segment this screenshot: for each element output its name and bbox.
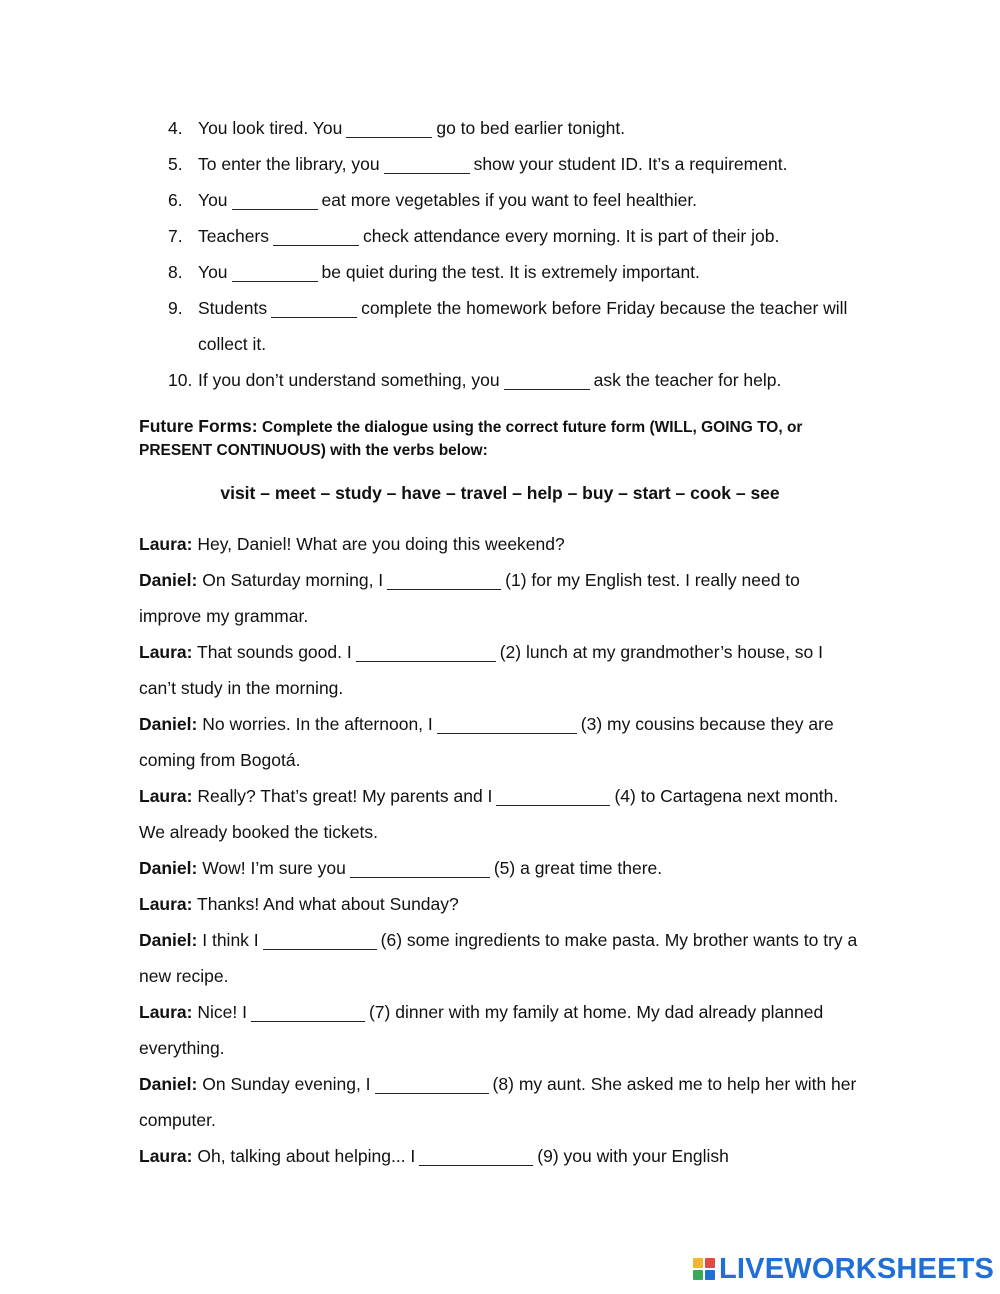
dialogue-line bbox=[139, 778, 864, 850]
dialogue-line bbox=[139, 634, 864, 706]
logo-text: LIVEWORKSHEETS bbox=[719, 1252, 995, 1285]
logo-block-red bbox=[705, 1258, 715, 1268]
item-text-before: You look tired. You bbox=[198, 118, 343, 138]
dialogue-text-after: lunch at my grandmother’s house, so I can’t study in the morning. bbox=[139, 642, 824, 698]
dialogue-text: Hey, Daniel! What are you doing this weekend? bbox=[197, 534, 565, 554]
blank-marker: (4) bbox=[614, 786, 636, 806]
blank-marker: (1) bbox=[505, 570, 527, 590]
future-forms-heading bbox=[139, 415, 869, 462]
dialogue-text-before: Nice! I bbox=[197, 1002, 247, 1022]
dialogue-text-before: I think I bbox=[202, 930, 259, 950]
exercise-item bbox=[168, 146, 868, 182]
blank-marker: (5) bbox=[493, 858, 516, 878]
item-text-before: You bbox=[198, 190, 228, 210]
blank-input-5[interactable] bbox=[350, 860, 490, 878]
dialogue-text-after: my cousins because they are coming from Bogotá. bbox=[139, 714, 834, 770]
dialogue bbox=[139, 526, 864, 1174]
dialogue-line bbox=[139, 850, 864, 886]
blank-marker: (6) bbox=[380, 930, 403, 950]
dialogue-line bbox=[139, 706, 864, 778]
section-title: Future Forms: bbox=[139, 416, 258, 436]
item-text-before: Students bbox=[198, 298, 268, 318]
answer-input[interactable] bbox=[346, 120, 432, 138]
item-text-after: check attendance every morning. It is part of their job. bbox=[363, 226, 780, 246]
dialogue-text-after: for my English test. I really need to improve my grammar. bbox=[139, 570, 800, 626]
dialogue-text-after: a great time there. bbox=[520, 858, 663, 878]
dialogue-line bbox=[139, 1138, 864, 1174]
item-number: 7. bbox=[168, 226, 183, 246]
blank-marker: (3) bbox=[580, 714, 603, 734]
blank-input-9[interactable] bbox=[419, 1148, 533, 1166]
dialogue-line bbox=[139, 994, 864, 1066]
blank-marker: (7) bbox=[368, 1002, 391, 1022]
dialogue-text-before: On Sunday evening, I bbox=[202, 1074, 371, 1094]
dialogue-line bbox=[139, 526, 864, 562]
item-text-after: complete the homework before Friday because the teacher will collect it. bbox=[198, 298, 848, 354]
section-instruction: Complete the dialogue using the correct future form (WILL, GOING TO, or PRESENT CONTINUOUS) with the verbs below: bbox=[139, 419, 803, 459]
speaker-name: Laura: bbox=[139, 534, 193, 554]
answer-input[interactable] bbox=[232, 192, 318, 210]
speaker-name: Laura: bbox=[139, 642, 193, 662]
item-text-before: If you don’t understand something, you bbox=[198, 370, 500, 390]
speaker-name: Laura: bbox=[139, 1002, 193, 1022]
speaker-name: Laura: bbox=[139, 786, 193, 806]
dialogue-text-before: Wow! I’m sure you bbox=[202, 858, 346, 878]
speaker-name: Daniel: bbox=[139, 1074, 198, 1094]
answer-input[interactable] bbox=[504, 372, 590, 390]
dialogue-line bbox=[139, 1066, 864, 1138]
blank-input-8[interactable] bbox=[375, 1076, 489, 1094]
blank-input-6[interactable] bbox=[263, 932, 377, 950]
item-text-after: be quiet during the test. It is extremely important. bbox=[321, 262, 700, 282]
item-text-after: show your student ID. It’s a requirement. bbox=[473, 154, 788, 174]
dialogue-text-after: to Cartagena next month. We already booked the tickets. bbox=[139, 786, 839, 842]
blank-marker: (9) bbox=[537, 1146, 559, 1166]
answer-input[interactable] bbox=[273, 228, 359, 246]
dialogue-text-before: That sounds good. I bbox=[197, 642, 352, 662]
exercise-item bbox=[168, 254, 868, 290]
logo-block-green bbox=[693, 1270, 703, 1280]
item-number: 9. bbox=[168, 298, 183, 318]
dialogue-line bbox=[139, 562, 864, 634]
exercise-item bbox=[168, 182, 868, 218]
speaker-name: Daniel: bbox=[139, 858, 198, 878]
blank-marker: (2) bbox=[499, 642, 522, 662]
item-number: 4. bbox=[168, 118, 183, 138]
item-text-after: ask the teacher for help. bbox=[593, 370, 782, 390]
exercise-item bbox=[168, 110, 868, 146]
exercise-item bbox=[168, 290, 868, 362]
logo-blocks-icon bbox=[693, 1258, 715, 1280]
item-text-after: eat more vegetables if you want to feel healthier. bbox=[321, 190, 698, 210]
blank-marker: (8) bbox=[492, 1074, 514, 1094]
liveworksheets-logo bbox=[693, 1253, 994, 1285]
answer-input[interactable] bbox=[384, 156, 470, 174]
dialogue-text-before: Oh, talking about helping... I bbox=[197, 1146, 416, 1166]
item-text-after: go to bed earlier tonight. bbox=[436, 118, 626, 138]
dialogue-text-before: On Saturday morning, I bbox=[202, 570, 384, 590]
speaker-name: Daniel: bbox=[139, 714, 198, 734]
blank-input-2[interactable] bbox=[356, 644, 496, 662]
item-number: 5. bbox=[168, 154, 183, 174]
item-text-before: Teachers bbox=[198, 226, 270, 246]
speaker-name: Daniel: bbox=[139, 570, 198, 590]
item-number: 6. bbox=[168, 190, 183, 210]
dialogue-line bbox=[139, 886, 864, 922]
blank-input-4[interactable] bbox=[496, 788, 610, 806]
blank-input-7[interactable] bbox=[251, 1004, 365, 1022]
dialogue-text-after: you with your English bbox=[563, 1146, 729, 1166]
blank-input-1[interactable] bbox=[387, 572, 501, 590]
modal-exercise-list bbox=[168, 110, 868, 398]
exercise-item bbox=[168, 362, 868, 398]
item-text-before: You bbox=[198, 262, 228, 282]
item-text-before: To enter the library, you bbox=[198, 154, 380, 174]
speaker-name: Daniel: bbox=[139, 930, 198, 950]
logo-block-blue bbox=[705, 1270, 715, 1280]
blank-input-3[interactable] bbox=[437, 716, 577, 734]
exercise-item bbox=[168, 218, 868, 254]
dialogue-text-after: some ingredients to make pasta. My brother wants to try a new recipe. bbox=[139, 930, 858, 986]
answer-input[interactable] bbox=[271, 300, 357, 318]
dialogue-text-before: No worries. In the afternoon, I bbox=[202, 714, 433, 734]
dialogue-line bbox=[139, 922, 864, 994]
speaker-name: Laura: bbox=[139, 1146, 193, 1166]
speaker-name: Laura: bbox=[139, 894, 193, 914]
dialogue-text-before: Really? That’s great! My parents and I bbox=[197, 786, 493, 806]
dialogue-text-after: dinner with my family at home. My dad already planned everything. bbox=[139, 1002, 824, 1058]
item-number: 8. bbox=[168, 262, 183, 282]
item-number: 10. bbox=[168, 370, 193, 390]
answer-input[interactable] bbox=[232, 264, 318, 282]
logo-block-yellow bbox=[693, 1258, 703, 1268]
dialogue-text: Thanks! And what about Sunday? bbox=[197, 894, 459, 914]
dialogue-text-after: my aunt. She asked me to help her with her computer. bbox=[139, 1074, 857, 1130]
verb-bank: visit – meet – study – have – travel – help – buy – start – cook – see bbox=[220, 483, 780, 503]
